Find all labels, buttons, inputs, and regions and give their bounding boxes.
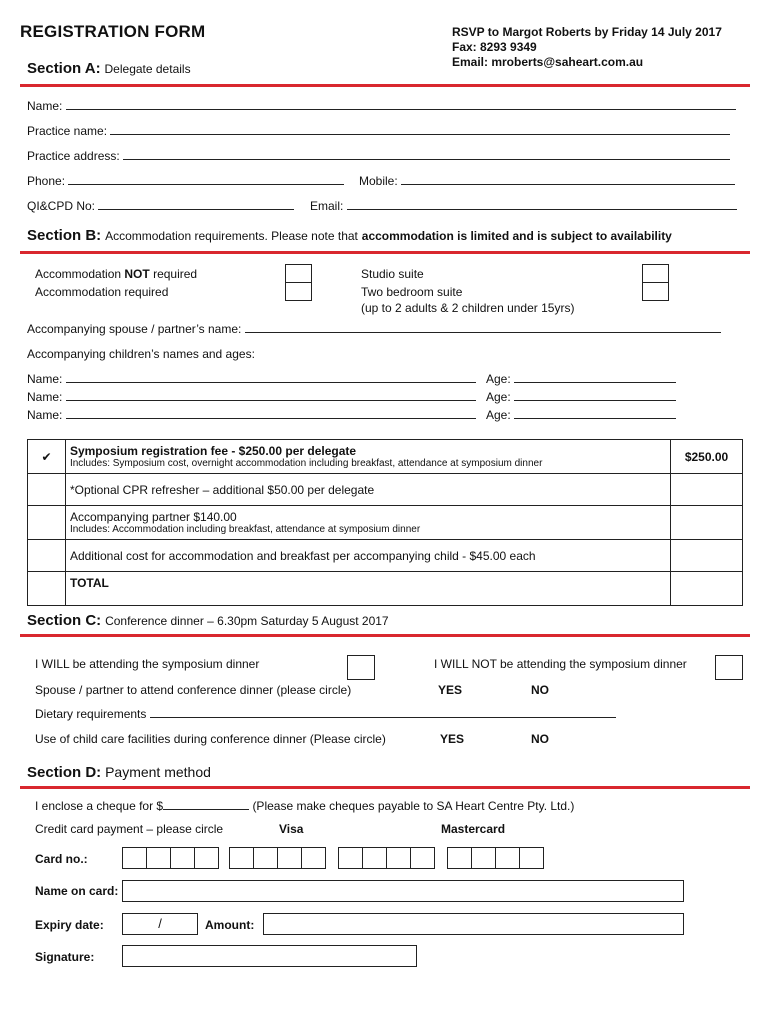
child-name-field[interactable] [66,408,476,419]
total-amount-cell[interactable] [671,572,743,606]
child-name-row [27,408,476,422]
check-icon: ✔ [41,449,52,464]
child-age-row [486,390,676,404]
card-digit-box[interactable] [447,847,472,869]
mobile-field[interactable] [401,174,735,185]
rsvp-block [452,25,722,70]
acc-required-label: Accommodation required [35,285,169,299]
dietary-row [35,707,616,721]
card-digit-box[interactable] [386,847,411,869]
email-line: Email: mroberts@saheart.com.au [452,55,644,69]
two-bed-note: (up to 2 adults & 2 children under 15yrs) [361,301,575,315]
practice-address-row [27,149,730,163]
divider [20,84,750,87]
will-not-attend-checkbox[interactable] [715,655,743,680]
card-digit-box[interactable] [471,847,496,869]
practice-name-label: Practice name: [27,124,108,138]
fee-tick-cell[interactable] [28,440,66,474]
fee-title: Accompanying partner $140.00 [69,510,237,524]
mobile-row [359,174,735,188]
card-digit-box[interactable] [410,847,435,869]
child-age-label: Age: [486,408,511,422]
amount-label: Amount: [205,918,255,932]
section-b-label: Section B: [27,227,102,244]
divider [20,251,750,254]
studio-checkbox[interactable] [642,264,669,283]
will-not-attend-label: I WILL NOT be attending the symposium dinner [434,657,687,671]
childcare-no-option[interactable]: NO [531,732,549,746]
child-name-label: Name: [27,408,63,422]
practice-name-field[interactable] [110,124,730,135]
amount-field[interactable] [263,913,684,935]
child-name-row [27,372,476,386]
section-b-heading [27,227,672,244]
table-row [28,474,743,506]
acc-required-checkbox[interactable] [285,282,312,301]
card-digit-box[interactable] [338,847,363,869]
credit-card-label: Credit card payment – please circle [35,822,224,836]
will-attend-label: I WILL be attending the symposium dinner [35,657,260,671]
child-age-field[interactable] [514,390,676,401]
card-digit-box[interactable] [277,847,302,869]
fees-table [27,439,743,606]
phone-label: Phone: [27,174,66,188]
practice-name-row [27,124,730,138]
section-c-label: Section C: [27,612,102,629]
child-name-label: Name: [27,372,63,386]
child-name-field[interactable] [66,372,476,383]
section-c-desc: Conference dinner – 6.30pm Saturday 5 August 2017 [105,614,389,628]
spouse-row [27,322,721,336]
section-a-desc: Delegate details [104,62,191,76]
expiry-field[interactable]: / [122,913,198,935]
card-digit-box[interactable] [122,847,147,869]
spouse-yes-option[interactable]: YES [438,683,463,697]
cheque-amount-field[interactable] [163,799,249,810]
fee-tick-cell [28,572,66,606]
child-age-row [486,372,676,386]
section-b-desc: Accommodation requirements. Please note that [105,229,358,243]
section-d-desc: Payment method [105,764,211,780]
card-digit-box[interactable] [495,847,520,869]
card-no-label: Card no.: [35,852,88,866]
card-digit-box[interactable] [519,847,544,869]
signature-field[interactable] [122,945,417,967]
section-d-heading [27,764,211,781]
studio-label: Studio suite [361,267,424,281]
expiry-label: Expiry date: [35,918,104,932]
table-row [28,540,743,572]
mastercard-option[interactable]: Mastercard [441,822,506,836]
fee-description-cell [65,506,670,540]
phone-row [27,174,344,188]
cheque-row [35,799,574,813]
name-field[interactable] [66,99,736,110]
spouse-label: Accompanying spouse / partner’s name: [27,322,242,336]
name-label: Name: [27,99,63,113]
fee-description-cell: *Optional CPR refresher – additional $50.00 per delegate [65,474,670,506]
section-d-label: Section D: [27,764,102,781]
mobile-label: Mobile: [359,174,398,188]
child-name-field[interactable] [66,390,476,401]
fee-amount-cell[interactable] [671,540,743,572]
divider [20,634,750,637]
card-digit-box[interactable] [253,847,278,869]
section-a-heading [27,60,191,77]
child-age-row [486,408,676,422]
child-age-label: Age: [486,372,511,386]
fee-description-cell [65,440,670,474]
fee-subtext: Includes: Accommodation including breakfast, attendance at symposium dinner [69,524,421,535]
two-bed-label: Two bedroom suite [361,285,463,299]
card-digit-box[interactable] [362,847,387,869]
children-label: Accompanying children’s names and ages: [27,347,255,361]
two-bed-checkbox[interactable] [642,282,669,301]
total-label: TOTAL [65,572,670,606]
rsvp-line: RSVP to Margot Roberts by Friday 14 July 2017 [452,25,722,39]
dietary-label: Dietary requirements [35,707,147,721]
email-row [310,199,737,213]
qicpd-row [27,199,294,213]
fee-amount-cell[interactable] [671,506,743,540]
card-digit-box[interactable] [229,847,254,869]
acc-text: Accommodation [35,267,122,281]
fee-amount-cell[interactable] [671,474,743,506]
dietary-field[interactable] [150,707,616,718]
name-row [27,99,736,113]
spouse-dinner-label: Spouse / partner to attend conference dinner (please circle) [35,683,352,697]
card-digit-box[interactable] [146,847,171,869]
qicpd-label: QI&CPD No: [27,199,96,213]
practice-address-field[interactable] [123,149,730,160]
acc-required-text: required [153,267,198,281]
card-digit-box[interactable] [301,847,326,869]
fee-tick-cell[interactable] [28,506,66,540]
table-row [28,440,743,474]
table-row [28,506,743,540]
name-on-card-field[interactable] [122,880,684,902]
phone-field[interactable] [68,174,344,185]
card-digit-box[interactable] [170,847,195,869]
fee-subtext: Includes: Symposium cost, overnight accommodation including breakfast, attendance at symposium dinner [69,458,543,469]
section-b-desc-bold: accommodation is limited and is subject to availability [361,229,672,243]
child-age-field[interactable] [514,408,676,419]
fee-tick-cell[interactable] [28,474,66,506]
practice-address-label: Practice address: [27,149,120,163]
form-title: REGISTRATION FORM [20,22,206,41]
spouse-field[interactable] [245,322,721,333]
divider [20,786,750,789]
child-name-label: Name: [27,390,63,404]
fax-line: Fax: 8293 9349 [452,40,537,54]
qicpd-field[interactable] [98,199,294,210]
acc-not-required-label [35,267,197,281]
fee-description-cell: Additional cost for accommodation and breakfast per accompanying child - $45.00 each [65,540,670,572]
email-label: Email: [310,199,344,213]
name-on-card-label: Name on card: [35,884,119,898]
fee-amount-cell: $250.00 [671,440,743,474]
section-a-label: Section A: [27,60,101,77]
signature-label: Signature: [35,950,95,964]
fee-title: Symposium registration fee - $250.00 per delegate [69,444,357,458]
childcare-yes-option[interactable]: YES [440,732,465,746]
acc-not-required-checkbox[interactable] [285,264,312,283]
childcare-label: Use of child care facilities during conference dinner (Please circle) [35,732,386,746]
card-digit-box[interactable] [194,847,219,869]
spouse-no-option[interactable]: NO [531,683,549,697]
child-age-label: Age: [486,390,511,404]
child-age-field[interactable] [514,372,676,383]
will-attend-checkbox[interactable] [347,655,375,680]
cheque-note: (Please make cheques payable to SA Heart Centre Pty. Ltd.) [252,799,575,813]
fee-tick-cell[interactable] [28,540,66,572]
email-field[interactable] [347,199,737,210]
table-row [28,572,743,606]
acc-not-text: NOT [124,267,150,281]
section-c-heading [27,612,389,629]
visa-option[interactable]: Visa [279,822,304,836]
child-name-row [27,390,476,404]
cheque-label: I enclose a cheque for $ [35,799,164,813]
